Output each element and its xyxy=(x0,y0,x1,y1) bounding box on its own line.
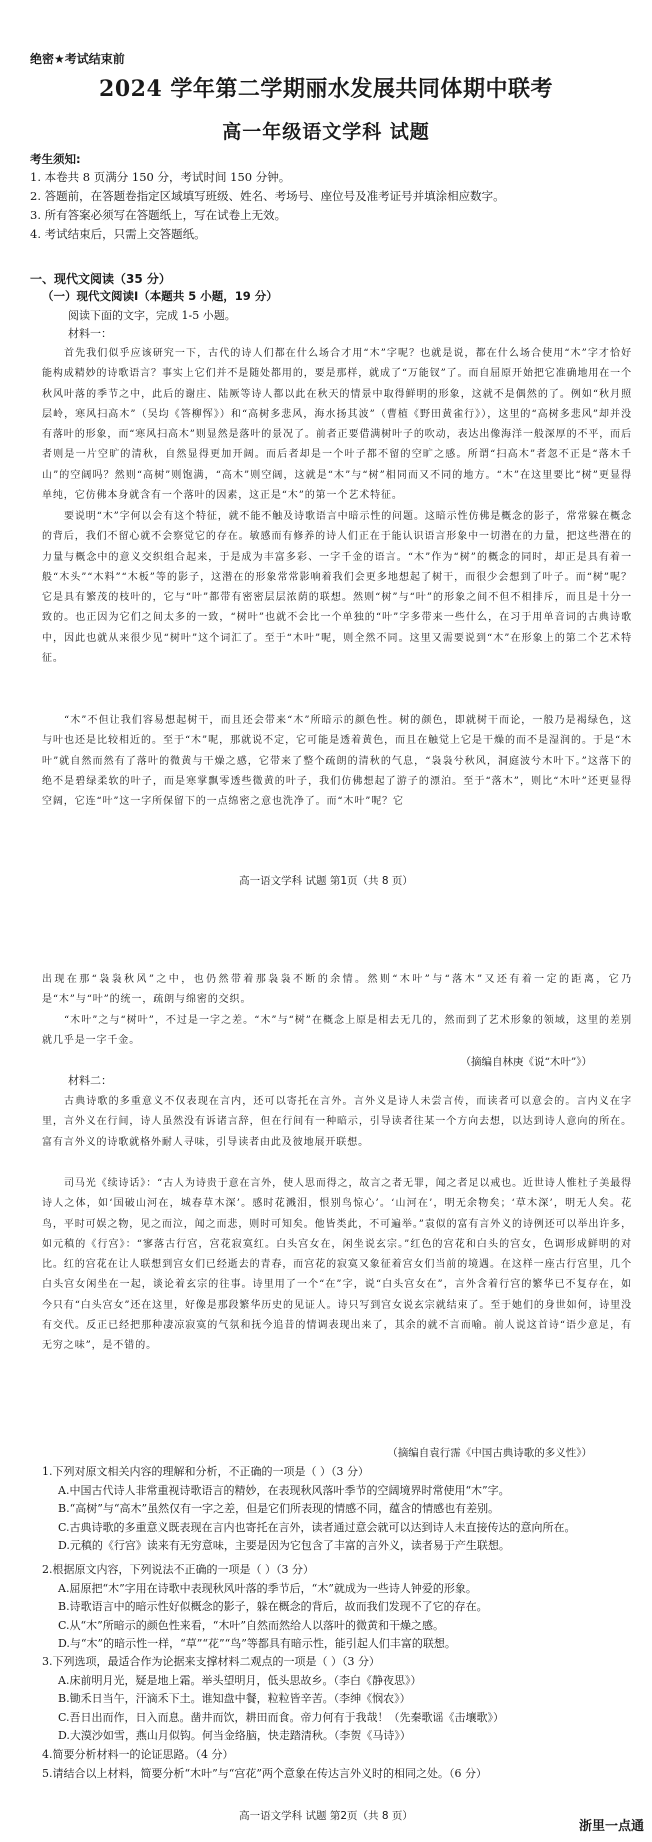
notice-item: 2. 答题前，在答题卷指定区域填写班级、姓名、考场号、座位号及准考证号并填涂相应数字。 xyxy=(30,189,505,203)
exam-title: 2024 学年第二学期丽水发展共同体期中联考 xyxy=(99,76,553,102)
question-option: C.从“木”所暗示的颜色性来看，“木叶”自然而然给人以落叶的微黄和干燥之感。 xyxy=(58,1618,445,1632)
paragraph: 古典诗歌的多重意义不仅表现在言内，还可以寄托在言外。言外义是诗人未尝言传，而读者可以意会的。言内义在字里，言外义在行间，诗人虽然没有诉诸言辞，但在行间有一种暗示，引导读者往某一个方向去想，以达到诗人意向的所在。富有言外义的诗歌就格外耐人寻味，引导读者由此及彼地展开联想。 xyxy=(42,1096,632,1148)
notice-heading: 考生须知: xyxy=(30,152,81,166)
paragraph: “木叶”之与“树叶”，不过是一字之差。“木”与“树”在概念上原是相去无几的，然而到了艺术形象的领域，这里的差别就几乎是一字千金。 xyxy=(42,1015,632,1047)
question xyxy=(42,1463,637,1556)
question-option: A.屈原把“木”字用在诗歌中表现秋风叶落的季节后，“木”就成为一些诗人钟爱的形象。 xyxy=(58,1581,477,1595)
watermark-logo: 浙里一点通 xyxy=(578,1819,644,1834)
paragraph: 司马光《续诗话》：“古人为诗贵于意在言外，使人思而得之，故言之者无罪，闻之者足以戒也。近世诗人惟杜子美最得诗人之体，如‘国破山河在，城春草木深’。感时花溅泪，恨别鸟惊心’。‘山河在’，明无余物矣；‘草木深’，明无人矣。花鸟，平时可娱之物，见之而泣，闻之而悲，则时可知矣。他皆类此，不可遍举。”袁似的富有言外义的诗例还可以举出许多，如元稹的《行宫》：“寥落古行宫，宫花寂寞红。白头宫女在，闲坐说玄宗。”红色的宫花和白头的宫女，色调形成鲜明的对比。红的宫花在让人联想到宫女们已经逝去的青春，而宫花的寂寞又象征着宫女们当前的境遇。在这样一座古行宫里，几个白头宫女闲坐在一起，谈论着玄宗的往事。诗里用了一个“在”字，说“白头宫女在”，言外含着行宫的繁华已不复存在，如今只有“白头宫女”还在这里，好像是那段繁华历史的见证人。诗只写到宫女说玄宗就结束了。至于她们的身世如何，诗里没有交代。反正已经把那种凄凉寂寞的气氛和抚今追昔的情调表现出来了，其余的就不言而喻。前人说这首诗“语少意足，有无穷之味”，是不错的。 xyxy=(42,1178,632,1352)
confidential-mark: 绝密★考试结束前 xyxy=(30,52,125,66)
exam-page-2 xyxy=(0,950,652,1842)
question xyxy=(42,1746,637,1765)
question-stem: 5.请结合以上材料，简要分析“木叶”与“宫花”两个意象在传达言外义时的相同之处。（6 分） xyxy=(42,1767,487,1780)
question-option: A.床前明月光，疑是地上霜。举头望明月，低头思故乡。（李白《静夜思》） xyxy=(58,1673,422,1687)
question-option: D.与“木”的暗示性一样，“草”“花”“鸟”等都具有暗示性，能引起人们丰富的联想。 xyxy=(58,1637,456,1650)
exam-page-1 xyxy=(0,0,652,910)
question-stem: 4.简要分析材料一的论证思路。（4 分） xyxy=(42,1748,234,1761)
subsection-heading: （一）现代文阅读Ⅰ（本题共 5 小题，19 分） xyxy=(42,289,278,303)
question xyxy=(42,1561,637,1654)
material-1-label: 材料一： xyxy=(68,327,112,340)
question xyxy=(42,1765,637,1784)
question-stem: 3.下列选项，最适合作为论据来支撑材料二观点的一项是（ ）（3 分） xyxy=(42,1655,380,1668)
material-2-label: 材料二： xyxy=(68,1074,112,1087)
question-option: D.大漠沙如雪，燕山月似钩。何当金络脑，快走踏清秋。（李贺《马诗》） xyxy=(58,1729,411,1742)
notice-item: 3. 所有答案必须写在答题纸上，写在试卷上无效。 xyxy=(30,208,287,222)
exam-subtitle: 高一年级语文学科 试题 xyxy=(222,121,430,143)
paragraph: 首先我们似乎应该研究一下，古代的诗人们都在什么场合才用“木”字呢？也就是说，都在什么场合使用“木”字才恰好能构成精妙的诗歌语言？事实上它们并不是随处都用的，要是那样，就成了“万能钗”了。而自屈原开始把它准确地用在一个秋风叶落的季节之中，此后的谢庄、陆厥等诗人都以此在秋天的情景中取得鲜明的形象，这就不是偶然的了。例如“秋月照层岭，寒风扫高木”（吴均《答柳恽》）和“高树多悲风，海水扬其波”（曹植《野田黄雀行》），这里的“高树多悲风”却并没有落叶的形象，而“寒风扫高木”则显然是落叶的景况了。前者正要借满树叶子的吹动，表达出像海洋一般深厚的不平，而后者则是一片空旷的清秋，自然显得更加开阔。而后者却是一个叶子都不留的空旷之感。所谓“扫高木”者忽不正是“落木千山”的空阔吗？然则“高树”则饱满，“高木”则空阔，这就是“木”与“树”相同而又不同的地方。“木”在这里要比“树”更显得单纯，它仿佛本身就含有一个落叶的因素，这正是“木”的第一个艺术特征。 xyxy=(42,348,632,502)
question-option: B.“高树”与“高木”虽然仅有一字之差，但是它们所表现的情感不同，蕴含的情感也有差别。 xyxy=(58,1502,500,1515)
section-heading: 一、现代文阅读（35 分） xyxy=(30,272,171,286)
paragraph: 出现在那“袅袅秋风”之中，也仍然带着那袅袅不断的余情。然则“木叶”与“落木”又还有着一定的距离，它乃是“木”与“叶”的统一，疏朗与绵密的交织。 xyxy=(42,974,632,1006)
paragraph: “木”不但让我们容易想起树干，而且还会带来“木”所暗示的颜色性。树的颜色，即就树干而论，一般乃是褐绿色，这与叶也还是比较相近的。至于“木”呢，那就说不定，它可能是透着黄色，而且在触觉上它是干燥的而不是湿润的。于是“木叶”就自然而然有了落叶的微黄与干燥之感，它带来了整个疏朗的清秋的气息，“袅袅兮秋风，洞庭波兮木叶下。”这落下的绝不是碧绿柔软的叶子，而是寒掌飘零透些微黄的叶子，我们仿佛想起了游子的漂泊。至于“落木”，则比“木叶”还更显得空阔，它连“叶”这一字所保留下的一点绵密之意也洗净了。而“木叶”呢？它 xyxy=(42,715,632,808)
notice-item: 1. 本卷共 8 页满分 150 分，考试时间 150 分钟。 xyxy=(30,170,291,184)
question-option: A.中国古代诗人非常重视诗歌语言的精妙，在表现秋风落叶季节的空阔境界时常使用“木”字。 xyxy=(58,1483,510,1497)
question-option: B.诗歌语言中的暗示性好似概念的影子，躲在概念的背后，故而我们发现不了它的存在。 xyxy=(58,1600,488,1613)
question-stem: 1.下列对原文相关内容的理解和分析，不正确的一项是（ ）（3 分） xyxy=(42,1465,369,1478)
question-stem: 2.根据原文内容，下列说法不正确的一项是（ ）（3 分） xyxy=(42,1563,314,1576)
reading-instruction: 阅读下面的文字，完成 1-5 小题。 xyxy=(68,309,236,322)
page-footer: 高一语文学科 试题 第2页（共 8 页） xyxy=(239,1810,413,1822)
source-citation: （摘编自袁行霈《中国古典诗歌的多义性》） xyxy=(387,1447,592,1459)
source-citation: （摘编自林庚《说“木叶”》） xyxy=(460,1056,592,1068)
paragraph: 要说明“木”字何以会有这个特征，就不能不触及诗歌语言中暗示性的问题。这暗示性仿佛是概念的影子，常常躲在概念的背后，我们不留心就不会察觉它的存在。敏感而有修养的诗人们正在于能认识语言形象中一切潜在的力量，把这些潜在的力量与概念中的意义交织组合起来，于是成为丰富多彩、一字千金的语言。“木”作为“树”的概念的同时，却正是具有着一般“木头”“木料”“木板”等的影子，这潜在的形象常常影响着我们会更多地想起了树干，而很少会想到了叶子。而“树”呢？它是具有繁茂的枝叶的，它与“叶”都带有密密层层浓荫的联想。然则“树”与“叶”的形象之间不但不相排斥，而且是十分一致的。也正因为它们之间太多的一致，“树叶”也就不会比一个单独的“叶”字多带来一些什么，在习于用单音词的古典诗歌中，因此也就从来很少见“树叶”这个词汇了。至于“木叶”呢，则全然不同。这里又需要说到“木”在形象上的第二个艺术特征。 xyxy=(42,511,632,665)
question-option: D.元稹的《行宫》读来有无穷意味，主要是因为它包含了丰富的言外义，读者易于产生联想。 xyxy=(58,1539,510,1552)
question-option: B.锄禾日当午，汗滴禾下土。谁知盘中餐，粒粒皆辛苦。（李绅《悯农》） xyxy=(58,1692,411,1705)
notice-item: 4. 考试结束后，只需上交答题纸。 xyxy=(30,227,206,241)
page-footer: 高一语文学科 试题 第1页（共 8 页） xyxy=(239,875,413,887)
question-option: C.吾日出而作，日入而息。凿井而饮，耕田而食。帝力何有于我哉！（先秦歌谣《击壤歌》） xyxy=(58,1710,505,1724)
question-option: C.古典诗歌的多重意义既表现在言内也寄托在言外，读者通过意会就可以达到诗人未直接传达的意向所在。 xyxy=(58,1520,576,1534)
notice-list xyxy=(30,168,630,244)
question xyxy=(42,1653,637,1746)
